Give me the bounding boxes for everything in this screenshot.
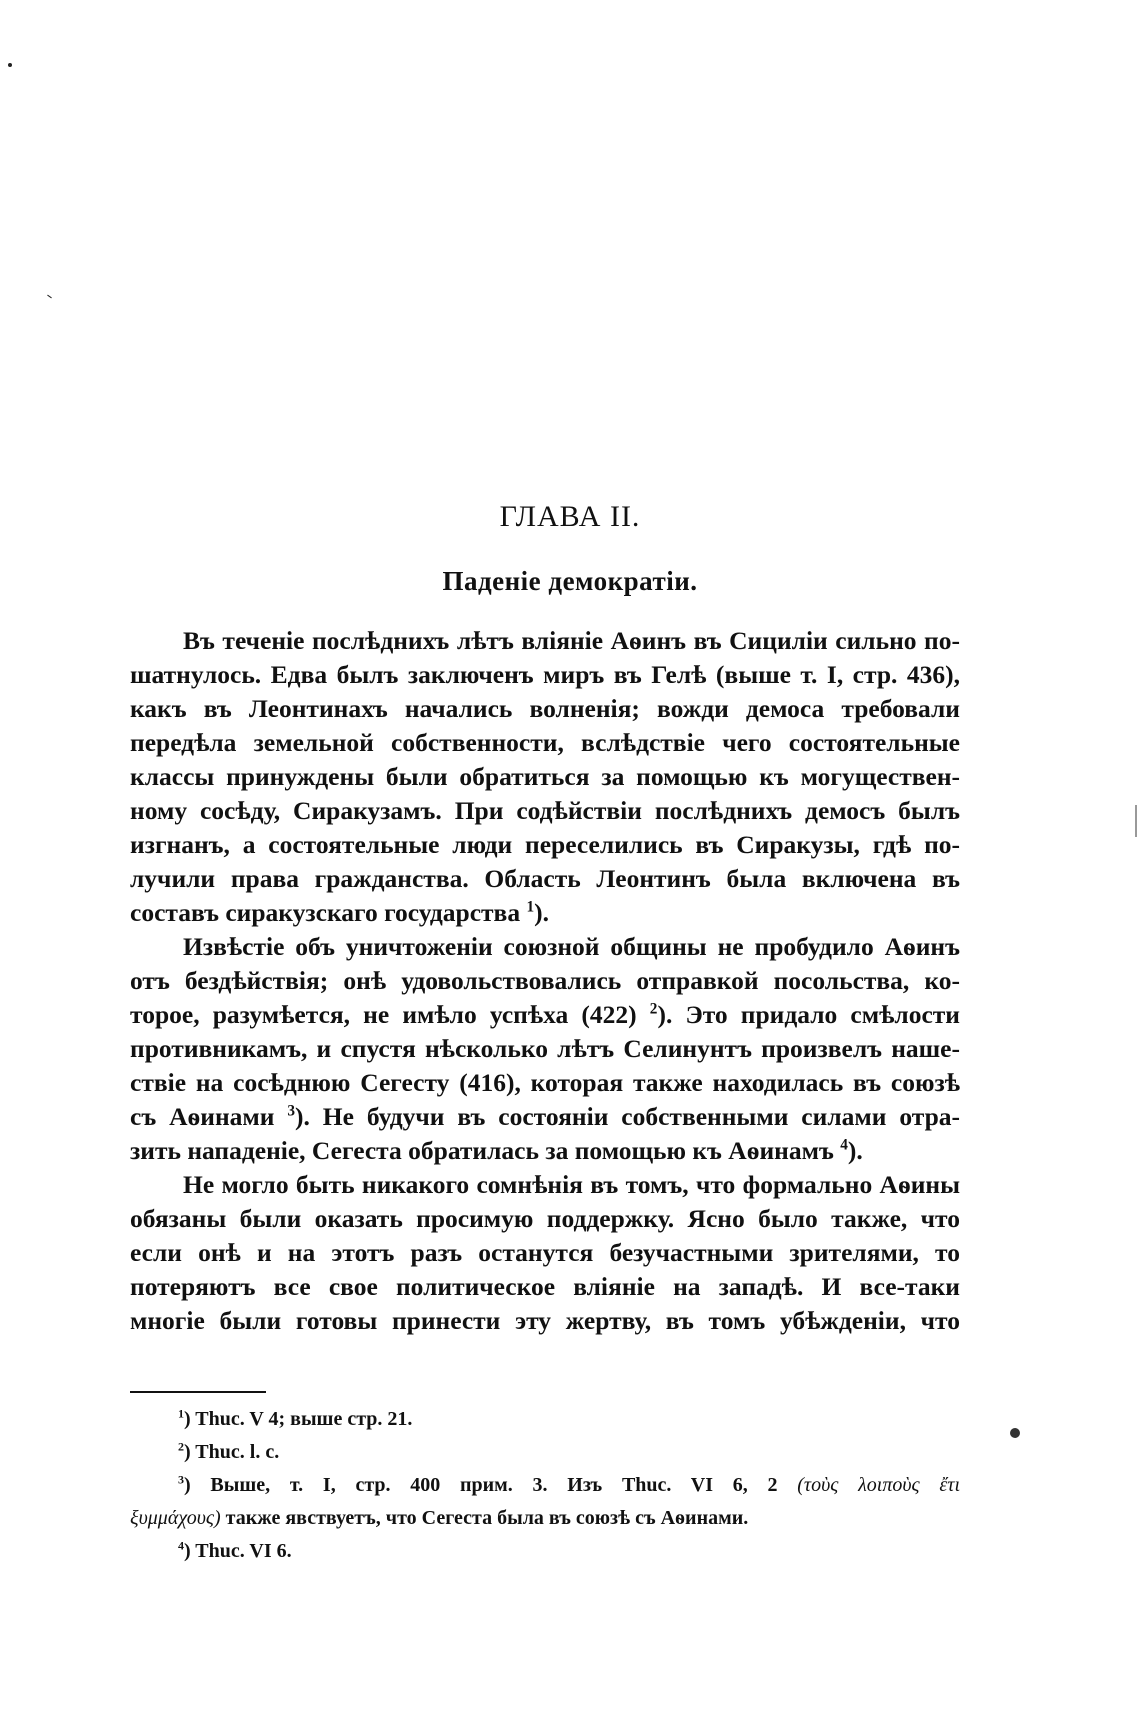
text-line — [130, 760, 960, 794]
footnote-ref[interactable]: 2 — [649, 1000, 658, 1018]
text-line-content: составъ сиракузскаго государства — [130, 898, 521, 927]
text-line-content: торое, разумѣется, не имѣло успѣха (422) — [130, 1000, 637, 1029]
text-line — [130, 658, 960, 692]
text-line-content: потеряютъ все свое политическое вліяніе на западѣ. И все-таки — [130, 1272, 960, 1301]
text-line-content: съ Аѳинами — [130, 1102, 275, 1131]
text-line-tail: ). Это придало смѣлости — [657, 1000, 961, 1029]
footnote-ref[interactable]: 4 — [840, 1136, 848, 1154]
text-line — [130, 1066, 960, 1100]
footnote-text: ) Thuc. V 4; выше стр. 21. — [184, 1408, 413, 1430]
greek-quote: (τοὺς λοιποὺς ἔτι — [797, 1474, 960, 1496]
footnote-number: 2 — [178, 1439, 184, 1454]
text-line — [130, 726, 960, 760]
text-line-tail: ). Не будучи въ состояніи собственными силами отра- — [295, 1102, 961, 1131]
text-line — [130, 1100, 960, 1134]
text-line — [130, 1270, 960, 1304]
text-line — [130, 794, 960, 828]
footnote-number: 3 — [178, 1472, 184, 1487]
text-line-content: шатнулось. Едва былъ заключенъ миръ въ Гелѣ (выше т. I, стр. 436), — [130, 660, 960, 689]
text-line-content: Извѣстіе объ уничтоженіи союзной общины не пробудило Аѳинъ — [183, 932, 960, 961]
footnote-number: 1 — [178, 1406, 184, 1421]
text-line — [130, 692, 960, 726]
text-line-content: лучили права гражданства. Область Леонтинъ была включена въ — [130, 864, 960, 893]
chapter-title: ГЛАВА II. — [499, 500, 641, 533]
footnote-text: ) Thuc. l. c. — [184, 1441, 280, 1463]
text-line-content: ствіе на сосѣднюю Сегесту (416), которая также находилась въ союзѣ — [130, 1068, 960, 1097]
text-line-content: если онѣ и на этотъ разъ останутся безучастными зрителями, то — [130, 1238, 960, 1267]
text-line — [130, 862, 960, 896]
text-line-content: противникамъ, и спустя нѣсколько лѣтъ Селинунтъ произвелъ наше- — [130, 1034, 960, 1063]
body-text — [130, 624, 960, 1338]
footnote — [130, 1502, 960, 1535]
scan-speck — [1010, 1428, 1020, 1438]
section-heading: Паденіе демократіи. — [442, 566, 698, 596]
text-line-content: изгнанъ, а состоятельные люди переселились въ Сиракузы, гдѣ по- — [130, 830, 960, 859]
text-line — [130, 1032, 960, 1066]
text-line-content: передѣла земельной собственности, вслѣдствіе чего состоятельные — [130, 728, 960, 757]
text-line — [130, 624, 960, 658]
text-line-content: классы принуждены были обратиться за помощью къ могуществен- — [130, 762, 960, 791]
footnote-ref[interactable]: 1 — [526, 898, 535, 916]
footnote-rule — [130, 1391, 266, 1393]
footnote — [130, 1403, 960, 1436]
footnote-text: ) Выше, т. I, стр. 400 прим. 3. Изъ Thuc. VI 6, 2 — [184, 1474, 778, 1496]
footnote-text: также явствуетъ, что Сегеста была въ союзѣ съ Аѳинами. — [225, 1507, 749, 1529]
footnote — [130, 1436, 960, 1469]
text-line-tail: ). — [847, 1136, 863, 1165]
text-line — [130, 896, 960, 930]
text-line — [130, 964, 960, 998]
footnote — [130, 1535, 960, 1568]
text-line-content: ному сосѣду, Сиракузамъ. При содѣйствіи послѣднихъ демосъ былъ — [130, 796, 960, 825]
text-line — [130, 1202, 960, 1236]
scan-speck — [47, 295, 52, 299]
text-line-content: отъ бездѣйствія; онѣ удовольствовались отправкой посольства, ко- — [130, 966, 960, 995]
footnote-number: 4 — [178, 1538, 184, 1553]
text-line-content: Въ теченіе послѣднихъ лѣтъ вліяніе Аѳинъ въ Сициліи сильно по- — [183, 626, 960, 655]
text-line — [130, 828, 960, 862]
scan-speck — [8, 63, 12, 67]
text-line-content: Не могло быть никакого сомнѣнія въ томъ, что формально Аѳины — [183, 1170, 960, 1199]
text-line — [130, 930, 960, 964]
text-line — [130, 1134, 960, 1168]
footnotes — [130, 1403, 960, 1568]
footnote — [130, 1469, 960, 1502]
footnote-text: ) Thuc. VI 6. — [184, 1540, 292, 1562]
text-line-content: какъ въ Леонтинахъ начались волненія; вожди демоса требовали — [130, 694, 960, 723]
text-line — [130, 1236, 960, 1270]
text-line — [130, 998, 960, 1032]
text-line-content: обязаны были оказать просимую поддержку. Ясно было также, что — [130, 1204, 960, 1233]
text-line-content: многіе были готовы принести эту жертву, въ томъ убѣжденіи, что — [130, 1306, 960, 1335]
text-line-tail: ). — [534, 898, 549, 927]
text-line — [130, 1168, 960, 1202]
text-line — [130, 1304, 960, 1338]
greek-quote: ξυμμάχους) — [130, 1507, 221, 1529]
text-line-content: зить нападеніе, Сегеста обратилась за помощью къ Аѳинамъ — [130, 1136, 834, 1165]
footnote-ref[interactable]: 3 — [287, 1102, 296, 1120]
scan-edge-mark — [1135, 805, 1137, 837]
